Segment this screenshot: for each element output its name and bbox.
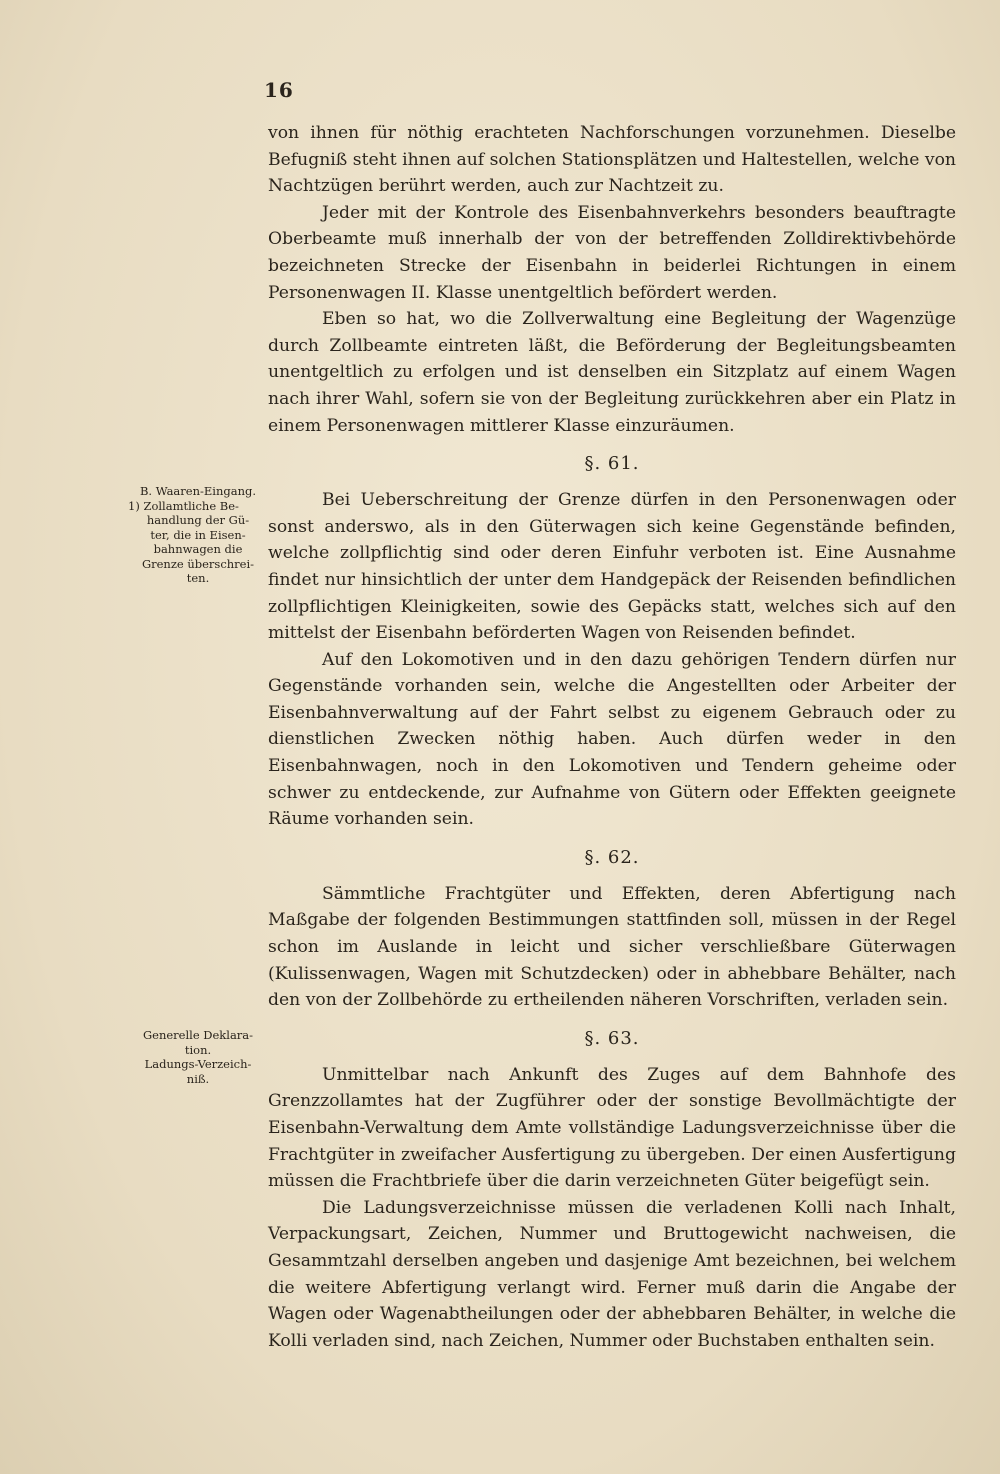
page-number: 16 (264, 78, 294, 102)
paragraph: Eben so hat, wo die Zollverwaltung eine Begleitung der Wagenzüge durch Zollbeamte eintreten läßt, die Beförderung der Begleitungsbeamten unentgeltlich zu erfolgen und ist denselben ein Sitzplatz auf einem Wagen nach ihrer Wahl, sofern sie von der Begleitung zurückkehren aber ein Platz in einem Personenwagen mittlerer Klasse einzuräumen. (268, 309, 956, 436)
paragraph: von ihnen für nöthig erachteten Nachforschungen vorzunehmen. Dieselbe Befugniß steht ihnen auf solchen Stationsplätzen und Haltestellen, welche von Nachtzügen berührt werden, auch zur Nachtzeit zu. (268, 123, 956, 197)
margin-note-line: Ladungs-Verzeich- (144, 1057, 252, 1071)
section-heading-62: §. 62. (584, 846, 640, 868)
margin-note-line: tion. (184, 1042, 212, 1057)
paragraph: Auf den Lokomotiven und in den dazu gehörigen Tendern dürfen nur Gegenstände vorhanden sein, welche die Angestellten oder Arbeiter der Eisenbahnverwaltung auf der Fahrt selbst zu eigenem Gebrauch oder zu dienstlichen Zwecken nöthig haben. Auch dürfen weder in den Eisenbahnwagen, noch in den Lokomotiven und Tendern geheime oder schwer zu entdeckende, zur Aufnahme von Gütern oder Effekten geeignete Räume vorhanden sein. (268, 649, 956, 830)
margin-note-line: Generelle Deklara- (142, 1028, 254, 1042)
margin-note-line: ten. (186, 571, 210, 585)
paragraph: Bei Ueberschreitung der Grenze dürfen in den Personenwagen oder sonst anderswo, als in den Güterwagen sich keine Gegenstände befinden, welche zollpflichtig sind oder deren Einfuhr verboten ist. Eine Ausnahme findet nur hinsichtlich der unter dem Handgepäck der Reisenden befindlichen zollpflichtigen Kleinigkeiten, sowie des Gepäcks statt, welches sich auf den mittelst der Eisenbahn beförderten Wagen von Reisenden befindet. (268, 490, 956, 644)
margin-note-line: Grenze überschrei- (141, 556, 255, 571)
paragraph: Unmittelbar nach Ankunft des Zuges auf dem Bahnhofe des Grenzzollamtes hat der Zugführer oder der sonstige Bevollmächtigte der Eisenbahn-Verwaltung dem Amte vollständige Ladungsverzeichnisse über die Frachtgüter in zweifacher Ausfertigung zu übergeben. Der einen Ausfertigung müssen die Frachtbriefe über die darin verzeichneten Güter beigefügt sein. (268, 1064, 956, 1192)
margin-note-waaren-eingang (128, 484, 268, 586)
paragraph: Sämmtliche Frachtgüter und Effekten, deren Abfertigung nach Maßgabe der folgenden Bestimmungen stattfinden soll, müssen in der Regel schon im Auslande in leicht und sicher verschließbare Güterwagen (Kulissenwagen, Wagen mit Schutzdecken) oder in abhebbare Behälter, nach den von der Zollbehörde zu ertheilenden näheren Vorschriften, verladen sein. (268, 883, 956, 1011)
paragraph: Jeder mit der Kontrole des Eisenbahnverkehrs besonders beauftragte Oberbeamte muß innerhalb der von der betreffenden Zolldirektivbehörde bezeichneten Strecke der Eisenbahn in beiderlei Richtungen in einem Personenwagen II. Klasse unentgeltlich befördert werden. (268, 202, 956, 303)
paragraph: Die Ladungsverzeichnisse müssen die verladenen Kolli nach Inhalt, Verpackungsart, Zeichen, Nummer und Bruttogewicht nachweisen, die Gesammtzahl derselben angeben und dasjenige Amt bezeichnen, bei welchem die weitere Abfertigung verlangt wird. Ferner muß darin die Angabe der Wagen oder Wagenabtheilungen oder der abhebbaren Behälter, in welche die Kolli verladen sind, nach Zeichen, Nummer oder Buchstaben enthalten sein. (268, 1197, 956, 1351)
margin-note-line: niß. (186, 1071, 210, 1086)
margin-note-line: handlung der Gü- (146, 513, 250, 527)
section-heading-63: §. 63. (584, 1027, 640, 1049)
section-heading-61: §. 61. (584, 453, 640, 475)
margin-note-line: 1) Zollamtliche Be- (128, 498, 239, 513)
margin-note-line: ter, die in Eisen- (150, 527, 246, 542)
margin-note-generelle-deklaration (128, 1028, 268, 1086)
margin-note-heading: B. Waaren-Eingang. (139, 484, 256, 498)
margin-note-line: bahnwagen die (153, 542, 243, 556)
main-text-column (268, 120, 956, 1354)
